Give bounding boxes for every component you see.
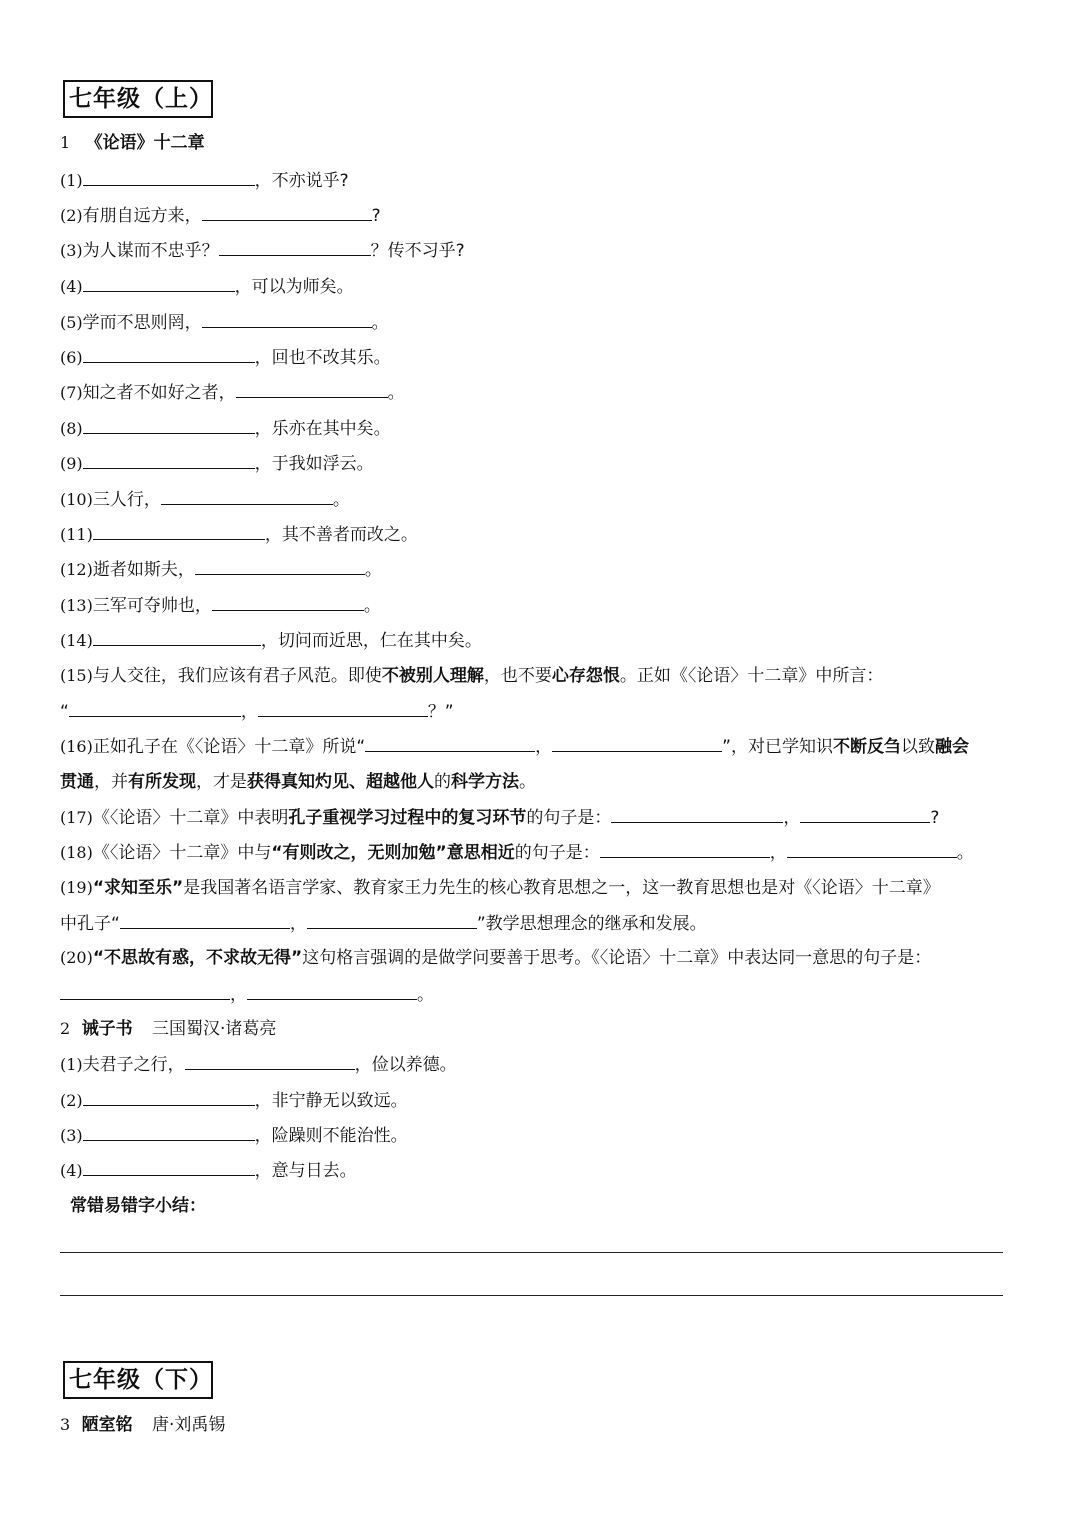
grade-heading-upper: 七年级（上） xyxy=(63,80,213,118)
section-number: 1 xyxy=(60,133,71,152)
answer-blank[interactable] xyxy=(365,735,535,752)
answer-blank[interactable] xyxy=(611,806,783,823)
question-text: 。 xyxy=(956,843,974,863)
question-number: (18) xyxy=(60,843,93,862)
question-number: (1) xyxy=(60,171,83,190)
question-19-continued xyxy=(60,912,707,935)
answer-blank[interactable] xyxy=(258,700,428,717)
question-text: 。 xyxy=(363,596,381,616)
question-text: ，可以为师矣。 xyxy=(234,277,354,297)
emphasis-text: 孔子重视学习过程中的复习环节 xyxy=(288,808,527,828)
question-text: 的句子是： xyxy=(526,808,612,828)
question-text: 有朋自远方来， xyxy=(82,206,202,226)
question-text: 学而不思则罔， xyxy=(82,313,202,333)
question-4 xyxy=(60,275,354,298)
s2-question-3 xyxy=(60,1124,408,1147)
question-number: (2) xyxy=(60,206,83,225)
question-20-answer-line xyxy=(60,983,434,1006)
question-number: (11) xyxy=(60,525,93,544)
question-16-continued xyxy=(60,771,536,793)
question-text: ，乐亦在其中矣。 xyxy=(254,419,391,439)
question-text: ，其不善者而改之。 xyxy=(264,525,418,545)
question-text: 三人行， xyxy=(92,490,161,510)
question-text: ，切问而近思，仁在其中矣。 xyxy=(260,631,482,651)
separator: ， xyxy=(783,808,801,828)
answer-blank[interactable] xyxy=(83,1089,255,1106)
question-text: 。正如《〈论语〉十二章》中所言： xyxy=(619,666,884,686)
emphasis-text: 心存怨恨 xyxy=(551,666,620,686)
question-10 xyxy=(60,488,350,511)
question-8 xyxy=(60,417,391,440)
answer-blank[interactable] xyxy=(202,204,372,221)
question-text: 为人谋而不忠乎？ xyxy=(82,241,219,261)
question-number: (3) xyxy=(60,1126,83,1145)
answer-blank[interactable] xyxy=(195,558,365,575)
section-number: 2 xyxy=(60,1019,71,1038)
question-text: ，回也不改其乐。 xyxy=(254,348,391,368)
question-18 xyxy=(60,841,974,864)
writing-line-1[interactable] xyxy=(60,1252,1003,1253)
question-number: (15) xyxy=(60,666,93,685)
quote-mark: ？” xyxy=(427,702,454,722)
emphasis-text: 有所发现 xyxy=(128,772,196,792)
question-text: 中孔子“ xyxy=(60,914,120,934)
question-number: (16) xyxy=(60,737,93,756)
answer-blank[interactable] xyxy=(552,735,722,752)
section-number: 3 xyxy=(60,1415,71,1434)
answer-blank[interactable] xyxy=(307,912,477,929)
answer-blank[interactable] xyxy=(787,841,957,858)
question-3 xyxy=(60,239,465,262)
answer-blank[interactable] xyxy=(83,346,255,363)
answer-blank[interactable] xyxy=(120,912,290,929)
question-text: 逝者如斯夫， xyxy=(92,560,195,580)
separator: ， xyxy=(240,702,258,722)
answer-blank[interactable] xyxy=(800,806,930,823)
question-number: (9) xyxy=(60,454,83,473)
emphasis-text: “求知至乐” xyxy=(92,878,184,898)
answer-blank[interactable] xyxy=(202,311,372,328)
emphasis-text: “有则改之，无则加勉”意思相近 xyxy=(271,843,515,863)
question-number: (19) xyxy=(60,878,93,897)
answer-blank[interactable] xyxy=(83,1159,255,1176)
question-2 xyxy=(60,204,381,227)
question-6 xyxy=(60,346,391,369)
emphasis-text: 不被别人理解 xyxy=(381,666,484,686)
error-summary-label: 常错易错字小结： xyxy=(70,1196,206,1216)
question-text: ”教学思想理念的继承和发展。 xyxy=(476,914,707,934)
answer-blank[interactable] xyxy=(185,1053,355,1070)
question-text: ”，对已学知识 xyxy=(722,737,833,757)
section-title: 《论语》十二章 xyxy=(85,133,205,153)
answer-blank[interactable] xyxy=(93,629,261,646)
question-text: 以致 xyxy=(900,737,935,757)
question-number: (2) xyxy=(60,1091,83,1110)
question-text: ? xyxy=(930,808,940,828)
emphasis-text: 贯通 xyxy=(60,772,94,792)
emphasis-text: 获得真知灼见、超越他人 xyxy=(247,772,434,792)
question-17 xyxy=(60,806,939,829)
emphasis-text: “不思故有惑，不求故无得” xyxy=(92,948,303,968)
writing-line-2[interactable] xyxy=(60,1295,1003,1296)
answer-blank[interactable] xyxy=(83,169,255,186)
question-14 xyxy=(60,629,482,652)
answer-blank[interactable] xyxy=(600,841,770,858)
answer-blank[interactable] xyxy=(69,700,241,717)
section-1-title xyxy=(60,132,205,154)
question-12 xyxy=(60,558,382,581)
question-text: ，并 xyxy=(94,772,128,792)
emphasis-text: 融会 xyxy=(934,737,969,757)
quote-mark: “ xyxy=(60,702,69,722)
question-text: ，也不要 xyxy=(483,666,552,686)
answer-blank[interactable] xyxy=(247,983,417,1000)
question-7 xyxy=(60,381,405,404)
question-text: 。 xyxy=(371,313,389,333)
question-16 xyxy=(60,735,969,758)
question-text: 三军可夺帅也， xyxy=(92,596,212,616)
section-2-title xyxy=(60,1018,276,1040)
answer-blank[interactable] xyxy=(83,452,255,469)
answer-blank[interactable] xyxy=(236,381,388,398)
question-text: 正如孔子在《〈论语〉十二章》所说“ xyxy=(92,737,366,757)
question-15-answer-line xyxy=(60,700,454,723)
emphasis-text: 科学方法 xyxy=(451,772,519,792)
s2-question-4 xyxy=(60,1159,357,1182)
s2-question-1 xyxy=(60,1053,457,1076)
question-number: (17) xyxy=(60,808,93,827)
question-number: (7) xyxy=(60,383,83,402)
question-number: (4) xyxy=(60,277,83,296)
emphasis-text: 不断反刍 xyxy=(832,737,901,757)
question-text: ，意与日去。 xyxy=(254,1161,357,1181)
section-title: 诫子书 xyxy=(81,1019,133,1039)
question-text: 的 xyxy=(434,772,451,792)
question-text: 知之者不如好之者， xyxy=(82,383,236,403)
question-number: (14) xyxy=(60,631,93,650)
question-text: 。 xyxy=(332,490,350,510)
question-text: 。 xyxy=(519,772,536,792)
s2-question-2 xyxy=(60,1089,408,1112)
question-text: ，险躁则不能治性。 xyxy=(254,1126,408,1146)
question-text: ，俭以养德。 xyxy=(354,1055,457,1075)
answer-blank[interactable] xyxy=(83,275,235,292)
separator: ， xyxy=(769,843,787,863)
question-number: (13) xyxy=(60,596,93,615)
grade-heading-lower: 七年级（下） xyxy=(63,1361,213,1399)
answer-blank[interactable] xyxy=(93,523,265,540)
question-text: ? xyxy=(371,206,381,226)
question-text: 《〈论语〉十二章》中表明 xyxy=(92,808,289,828)
question-9 xyxy=(60,452,374,475)
question-text: 夫君子之行， xyxy=(82,1055,185,1075)
answer-blank[interactable] xyxy=(161,488,333,505)
question-number: (3) xyxy=(60,241,83,260)
separator: ， xyxy=(289,914,307,934)
section-author: 三国蜀汉·诸葛亮 xyxy=(152,1019,277,1039)
question-15 xyxy=(60,665,883,687)
separator: ， xyxy=(535,737,553,757)
answer-blank[interactable] xyxy=(83,1124,255,1141)
question-number: (1) xyxy=(60,1055,83,1074)
question-number: (5) xyxy=(60,313,83,332)
question-1 xyxy=(60,169,349,192)
question-text: ，不亦说乎? xyxy=(254,171,349,191)
answer-blank[interactable] xyxy=(219,239,371,256)
section-3-title xyxy=(60,1414,225,1436)
section-author: 唐·刘禹锡 xyxy=(152,1415,226,1435)
question-text: 的句子是： xyxy=(514,843,600,863)
question-text: ，于我如浮云。 xyxy=(254,454,374,474)
separator: ， xyxy=(230,985,247,1005)
question-number: (20) xyxy=(60,948,93,967)
answer-blank[interactable] xyxy=(83,417,255,434)
question-number: (8) xyxy=(60,419,83,438)
question-number: (10) xyxy=(60,490,93,509)
question-text: 。 xyxy=(364,560,382,580)
question-19 xyxy=(60,877,940,899)
question-11 xyxy=(60,523,418,546)
question-text: 。 xyxy=(417,985,434,1005)
question-text: 与人交往，我们应该有君子风范。即使 xyxy=(92,666,382,686)
question-5 xyxy=(60,311,389,334)
question-text: 《〈论语〉十二章》中与 xyxy=(92,843,272,863)
answer-blank[interactable] xyxy=(212,594,364,611)
question-text: 。 xyxy=(387,383,405,403)
question-number: (6) xyxy=(60,348,83,367)
question-number: (4) xyxy=(60,1161,83,1180)
question-text: ，非宁静无以致远。 xyxy=(254,1091,408,1111)
question-text: ，才是 xyxy=(196,772,247,792)
question-number: (12) xyxy=(60,560,93,579)
question-text: 这句格言强调的是做学问要善于思考。《〈论语〉十二章》中表达同一意思的句子是： xyxy=(302,948,932,968)
question-20 xyxy=(60,947,931,969)
question-text: 是我国著名语言学家、教育家王力先生的核心教育思想之一，这一教育思想也是对《〈论语〉十二章》 xyxy=(183,878,940,898)
answer-blank[interactable] xyxy=(60,983,230,1000)
question-text: ？传不习乎? xyxy=(370,241,465,261)
section-title: 陋室铭 xyxy=(81,1415,133,1435)
question-13 xyxy=(60,594,381,617)
